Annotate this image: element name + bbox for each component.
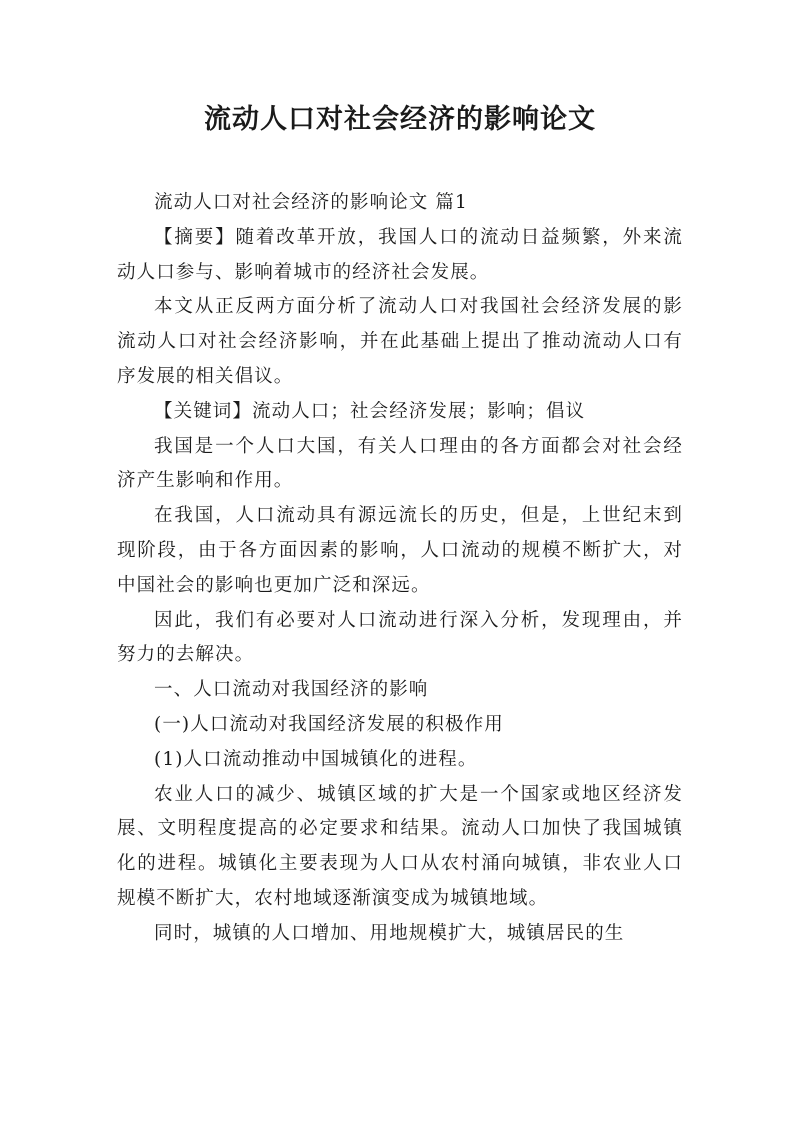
document-title: 流动人口对社会经济的影响论文	[204, 104, 596, 135]
document-body	[117, 186, 683, 952]
paragraph: 农业人口的减少、城镇区域的扩大是一个国家或地区经济发展、文明程度提高的必定要求和结果。流动人口加快了我国城镇化的进程。城镇化主要表现为人口从农村涌向城镇，非农业人口规模不断扩大，农村地域逐渐演变成为城镇地域。	[117, 783, 683, 909]
paragraph-abstract: 【摘要】随着改革开放，我国人口的流动日益频繁，外来流动人口参与、影响着城市的经济社会发展。	[117, 226, 683, 283]
paragraph: 我国是一个人口大国，有关人口理由的各方面都会对社会经济产生影响和作用。	[117, 435, 683, 492]
paragraph-heading: 流动人口对社会经济的影响论文 篇1	[154, 192, 468, 213]
paragraph: 因此，我们有必要对人口流动进行深入分析，发现理由，并努力的去解决。	[117, 609, 683, 666]
paragraph: 在我国，人口流动具有源远流长的历史，但是，上世纪末到现阶段，由于各方面因素的影响，人口流动的规模不断扩大，对中国社会的影响也更加广泛和深远。	[117, 505, 683, 596]
paragraph-keywords: 【关键词】流动人口；社会经济发展；影响；倡议	[154, 400, 586, 422]
section-heading: 一、人口流动对我国经济的影响	[154, 679, 429, 701]
list-item-heading: (1)人口流动推动中国城镇化的进程。	[154, 748, 478, 770]
subsection-heading: (一)人口流动对我国经济发展的积极作用	[154, 713, 504, 735]
paragraph: 本文从正反两方面分析了流动人口对我国社会经济发展的影流动人口对社会经济影响，并在此基础上提出了推动流动人口有序发展的相关倡议。	[117, 296, 683, 387]
paragraph: 同时，城镇的人口增加、用地规模扩大，城镇居民的生	[154, 922, 625, 944]
